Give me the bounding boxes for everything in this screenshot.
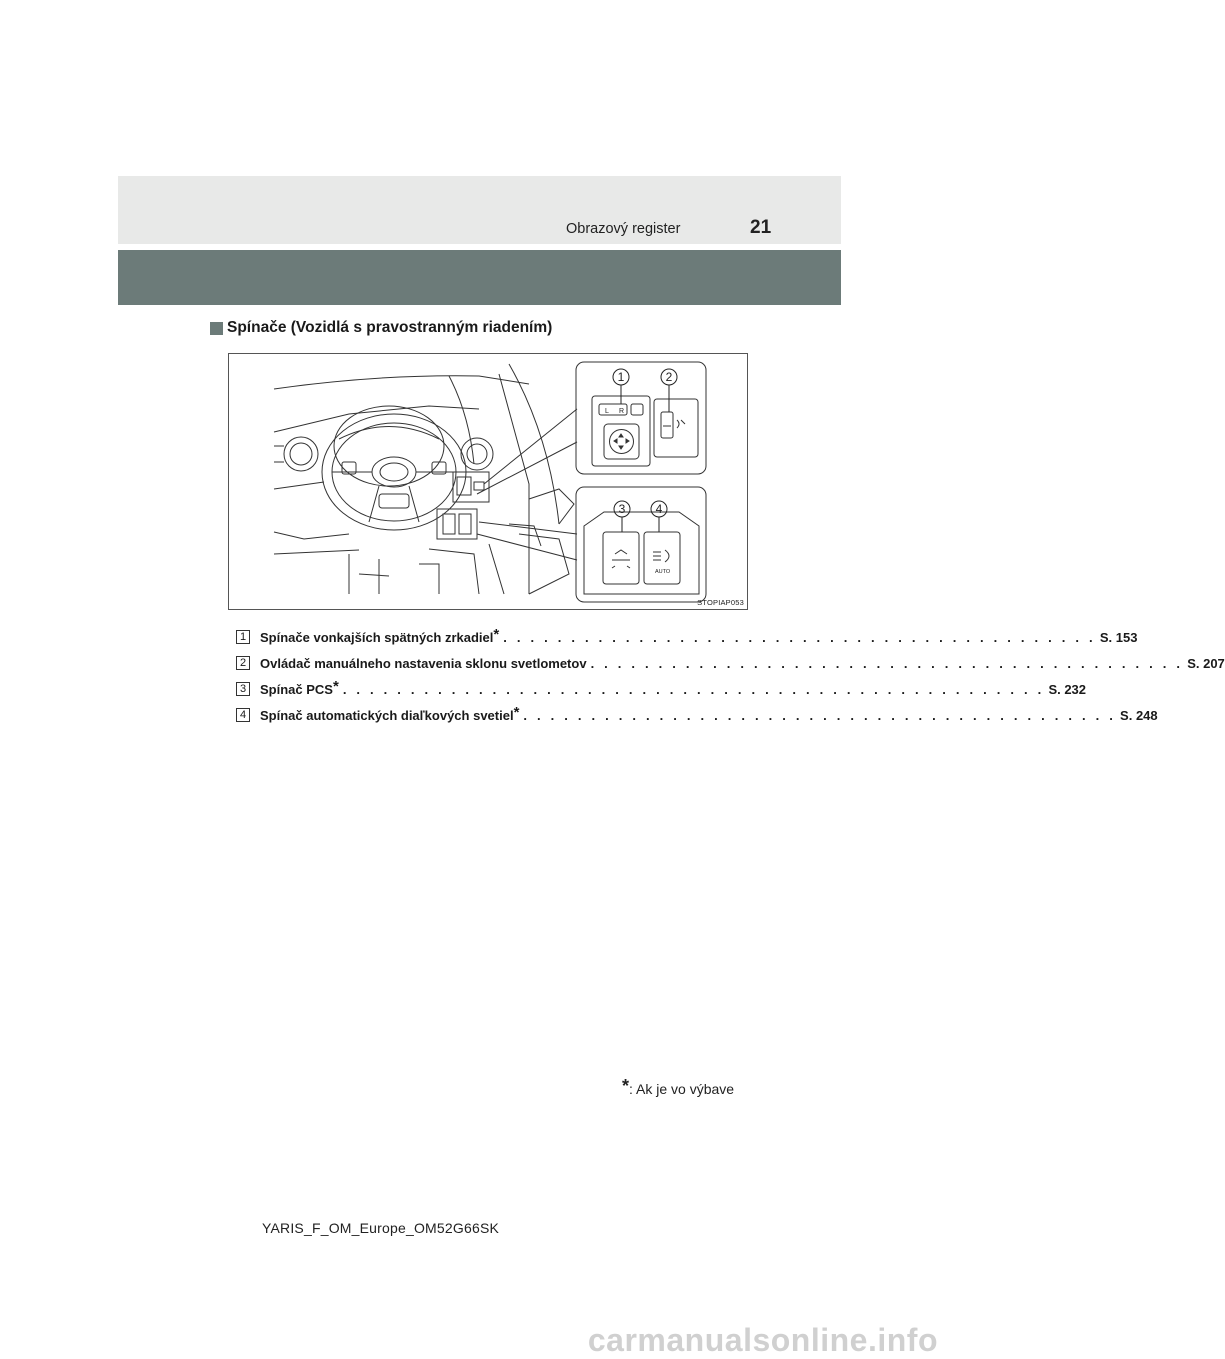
steering-wheel	[322, 414, 466, 530]
legend-page-ref[interactable]: S. 232	[1048, 681, 1087, 697]
legend-list	[236, 624, 1225, 728]
page-number: 21	[750, 217, 772, 238]
dash-switch-blocks	[437, 472, 489, 539]
document-id: YARIS_F_OM_Europe_OM52G66SK	[262, 1220, 500, 1236]
callout-2: 2	[665, 370, 673, 384]
inset-pcs-ahb	[576, 487, 706, 602]
chapter-band	[118, 250, 841, 305]
dashboard-drawing	[229, 354, 747, 609]
left-vent	[274, 437, 318, 471]
legend-number: 1	[236, 630, 250, 644]
instrument-cluster	[334, 406, 493, 486]
legend-item	[236, 702, 1158, 728]
callout-3: 3	[618, 502, 626, 516]
subheading-text: Spínače (Vozidlá s pravostranným riadením)	[227, 319, 553, 336]
legend-page-ref[interactable]: S. 207	[1187, 655, 1225, 671]
mirror-l-label: L	[605, 408, 609, 415]
mirror-r-label: R	[619, 408, 625, 415]
legend-label: Spínač PCS*	[260, 677, 339, 697]
figure-code: STOPIAP053	[697, 598, 744, 607]
legend-item	[236, 650, 1225, 676]
door-panel	[509, 489, 574, 594]
footnote-text: : Ak je vo výbave	[629, 1081, 735, 1097]
dashboard-outline	[274, 364, 559, 594]
legend-item	[236, 624, 1138, 650]
leader-lines	[477, 409, 577, 560]
legend-item	[236, 676, 1087, 702]
callout-4: 4	[655, 502, 663, 516]
legend-page-ref[interactable]: S. 248	[1120, 707, 1158, 723]
legend-number: 3	[236, 682, 250, 696]
legend-leader-dots: . . . . . . . . . . . . . . . . . . . . . . . . . . . . . . . . . . . . . . . . . . . .	[590, 655, 1184, 671]
legend-label: Spínače vonkajších spätných zrkadiel*	[260, 625, 500, 645]
footnote-star-icon: *	[622, 1076, 630, 1096]
legend-leader-dots: . . . . . . . . . . . . . . . . . . . . . . . . . . . . . . . . . . . . . . . . . . . . . . . . . . . .	[342, 681, 1045, 697]
footnote-star-icon: *	[332, 677, 339, 695]
header-band	[118, 176, 841, 244]
legend-number: 2	[236, 656, 250, 670]
auto-label: AUTO	[655, 569, 671, 575]
legend-leader-dots: . . . . . . . . . . . . . . . . . . . . . . . . . . . . . . . . . . . . . . . . . . . .	[503, 629, 1096, 645]
inset-mirror-leveling	[576, 362, 706, 474]
callout-1: 1	[617, 370, 625, 384]
footnote-star-icon: *	[513, 703, 520, 721]
subheading-square-icon	[210, 322, 223, 335]
legend-number: 4	[236, 708, 250, 722]
watermark	[0, 1322, 960, 1358]
legend-label: Ovládač manuálneho nastavenia sklonu svetlometov	[260, 655, 587, 671]
legend-label: Spínač automatických diaľkových svetiel*	[260, 703, 520, 723]
subheading	[210, 318, 552, 338]
footnote-star-icon: *	[493, 625, 500, 643]
watermark-text: carmanualsonline.info	[587, 1322, 938, 1358]
section-title: Obrazový register	[566, 221, 681, 237]
legend-leader-dots: . . . . . . . . . . . . . . . . . . . . . . . . . . . . . . . . . . . . . . . . . . . .	[523, 707, 1117, 723]
legend-page-ref[interactable]: S. 153	[1099, 629, 1138, 645]
switches-illustration	[228, 353, 748, 610]
footnote	[622, 1076, 734, 1097]
